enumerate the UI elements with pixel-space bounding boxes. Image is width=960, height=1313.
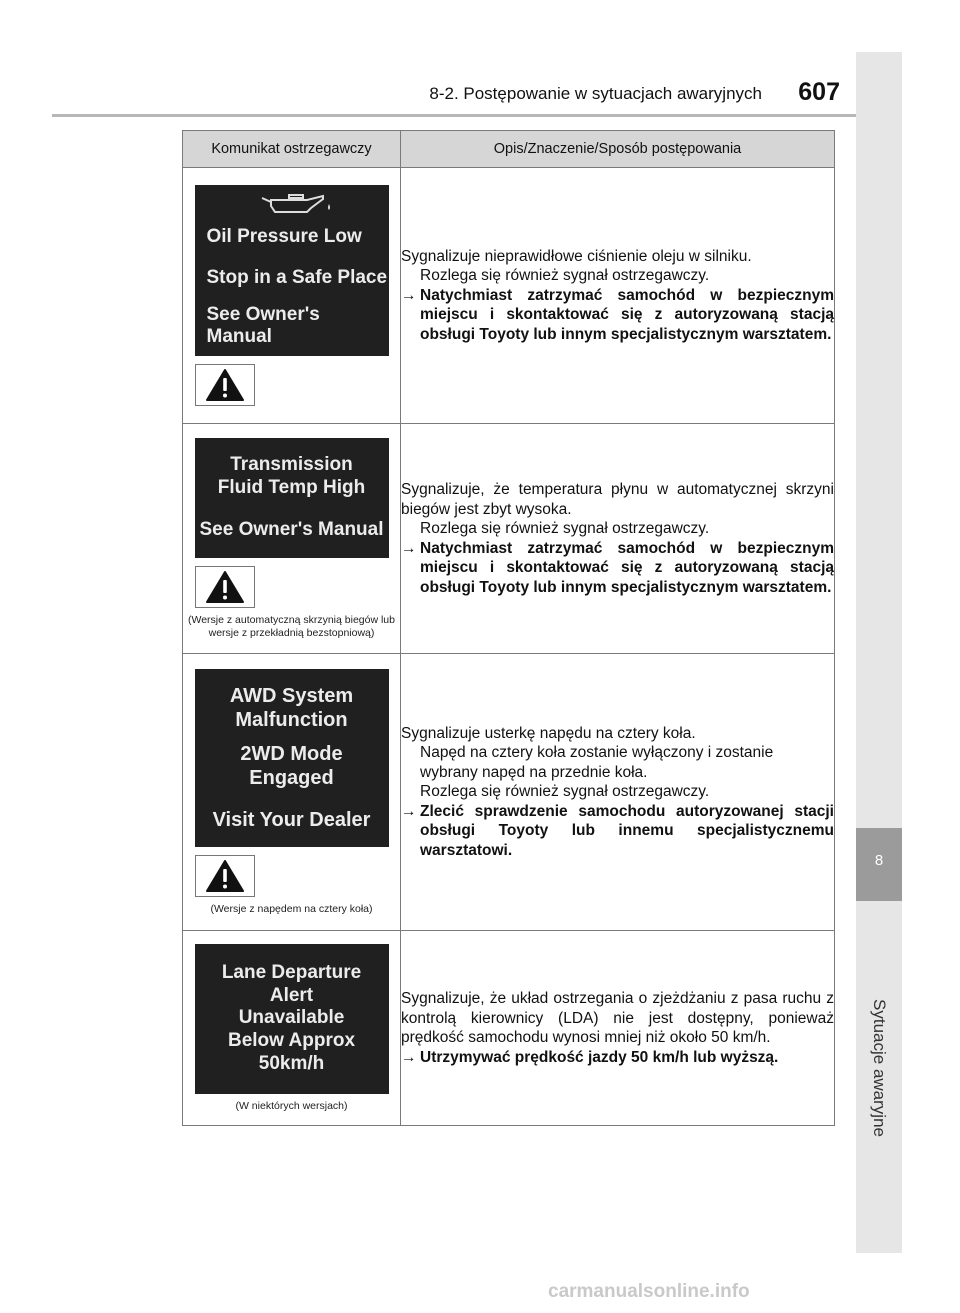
action-instruction (401, 286, 834, 345)
display-line: Fluid Temp High (217, 476, 366, 498)
display-line: Alert (269, 984, 314, 1006)
display-line: See Owner's Manual (199, 519, 384, 541)
arrow-icon: → (401, 286, 417, 304)
page-number: 607 (798, 78, 840, 106)
table-row (183, 654, 835, 931)
action-instruction (401, 802, 834, 861)
action-text: Utrzymywać prędkość jazdy 50 km/h lub wyższą. (420, 1048, 779, 1066)
oil-can-icon (207, 192, 389, 218)
description-cell (401, 168, 835, 424)
column-header-description: Opis/Znaczenie/Sposób postępowania (401, 131, 835, 168)
action-instruction (401, 539, 834, 598)
display-line: Stop in a Safe Place (206, 266, 388, 288)
chapter-number: 8 (856, 828, 902, 901)
version-note: (W niektórych wersjach) (235, 1099, 348, 1112)
arrow-icon: → (401, 802, 417, 820)
watermark: carmanualsonline.info (548, 1281, 750, 1302)
display-line: Visit Your Dealer (212, 808, 371, 831)
arrow-icon: → (401, 1048, 417, 1066)
description-text: Sygnalizuje usterkę napędu na cztery koła. (401, 724, 696, 742)
table-row (183, 168, 835, 424)
dashboard-display (195, 438, 389, 558)
table-header-row (183, 131, 835, 168)
description-text: Sygnalizuje nieprawidłowe ciśnienie oleju w silniku. (401, 247, 752, 265)
display-line: Transmission (230, 453, 353, 475)
version-note: (Wersje z napędem na cztery koła) (210, 902, 373, 915)
description-subtext: Rozlega się również sygnał ostrzegawczy. (420, 783, 710, 801)
table-row (183, 931, 835, 1126)
description-text: Sygnalizuje, że układ ostrzegania o zjeżdżaniu z pasa ruchu z kontrolą kierownicy (LDA) nie jest dostępny, ponieważ prędkość samochodu wynosi mniej niż około 50 km/h. (401, 990, 834, 1046)
description-subtext: Napęd na cztery koła zostanie wyłączony i zostanie wybrany napęd na przednie koła. (420, 744, 774, 781)
description-cell (401, 931, 835, 1126)
warning-triangle-icon (195, 855, 255, 897)
warning-message-cell (183, 424, 401, 654)
chapter-side-tab (856, 52, 902, 1253)
table-row (183, 424, 835, 654)
display-line: Malfunction (235, 708, 348, 731)
chapter-title: Sytuacje awaryjne (870, 999, 889, 1137)
display-line: Oil Pressure Low (206, 225, 362, 247)
warning-triangle-icon (195, 364, 255, 406)
display-line: AWD System (229, 684, 354, 707)
action-text: Natychmiast zatrzymać samochód w bezpiecznym miejscu i skontaktować się z autoryzowaną stacją obsługi Toyoty lub innym specjalistycznym warsztatem. (420, 539, 834, 596)
display-line: Lane Departure (221, 961, 362, 983)
display-line: Engaged (249, 766, 334, 789)
display-line: Unavailable (238, 1007, 345, 1029)
description-subtext: Rozlega się również sygnał ostrzegawczy. (420, 267, 710, 285)
version-note: (Wersje z automatyczną skrzynią biegów lub wersje z przekładnią bezstopniową) (188, 613, 395, 639)
column-header-message: Komunikat ostrzegawczy (183, 131, 401, 168)
description-cell (401, 424, 835, 654)
section-title: 8-2. Postępowanie w sytuacjach awaryjnych (429, 84, 762, 103)
display-line: See Owner's Manual (206, 303, 320, 348)
action-text: Zlecić sprawdzenie samochodu autoryzowanej stacji obsługi Toyoty lub innemu specjalistycznemu warsztatowi. (420, 802, 834, 859)
dashboard-display (195, 185, 389, 356)
page-header (360, 78, 840, 110)
description-cell (401, 654, 835, 931)
warning-message-cell (183, 931, 401, 1126)
warning-message-table (182, 130, 835, 1126)
header-divider (52, 114, 900, 117)
action-text: Natychmiast zatrzymać samochód w bezpiecznym miejscu i skontaktować się z autoryzowaną stacją obsługi Toyoty lub innym specjalistycznym warsztatem. (420, 286, 834, 343)
arrow-icon: → (401, 539, 417, 557)
dashboard-display (195, 669, 389, 847)
warning-message-cell (183, 654, 401, 931)
display-line: 2WD Mode (240, 742, 343, 765)
display-line: Below Approx (227, 1030, 356, 1052)
dashboard-display (195, 944, 389, 1094)
warning-message-cell (183, 168, 401, 424)
warning-triangle-icon (195, 566, 255, 608)
description-subtext: Rozlega się również sygnał ostrzegawczy. (420, 520, 710, 537)
description-text: Sygnalizuje, że temperatura płynu w automatycznej skrzyni biegów jest zbyt wysoka. (401, 481, 834, 518)
display-line: 50km/h (258, 1052, 325, 1074)
action-instruction (401, 1048, 834, 1068)
